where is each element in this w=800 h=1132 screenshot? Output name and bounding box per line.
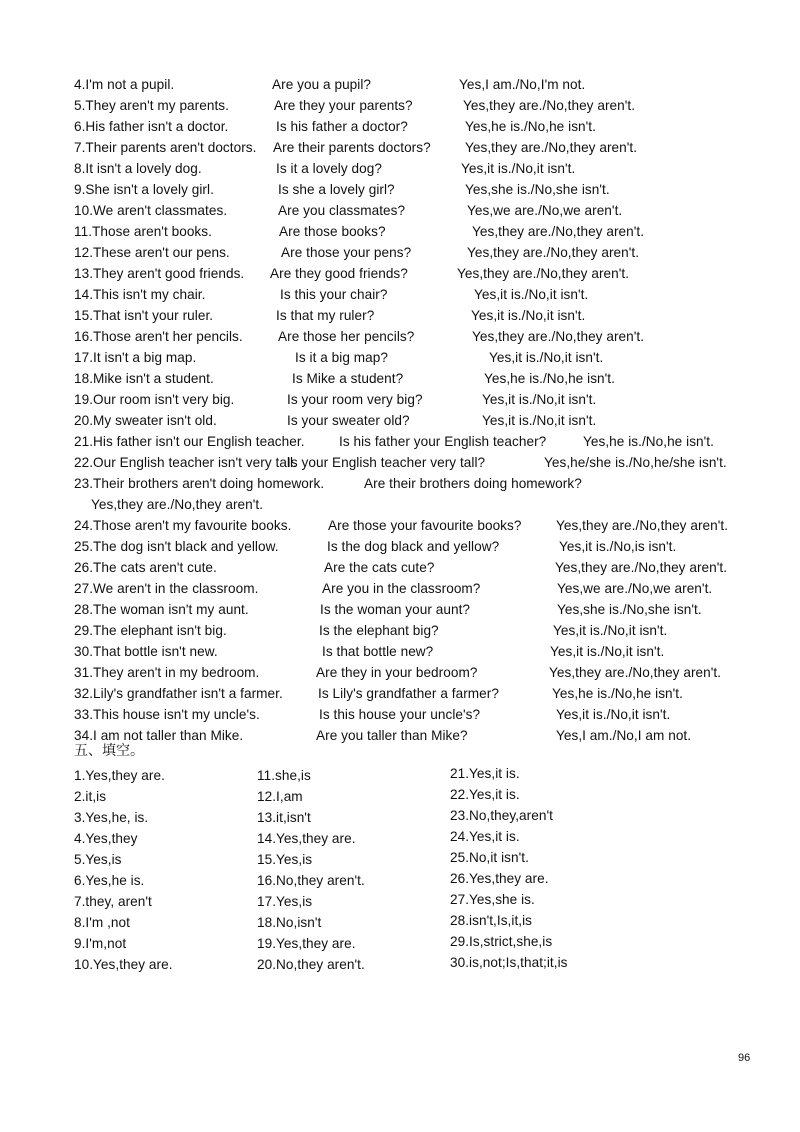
statement-text: 19.Our room isn't very big. <box>74 392 235 407</box>
answer-text: Yes,they are./No,they aren't. <box>467 245 640 260</box>
fill-blank-answer: 4.Yes,they <box>74 831 138 846</box>
fill-blank-answer: 2.it,is <box>74 789 107 804</box>
answer-text: Yes,it is./No,it isn't. <box>461 161 576 176</box>
statement-text: 18.Mike isn't a student. <box>74 371 214 386</box>
answer-text: Yes,they are./No,they aren't. <box>555 560 728 575</box>
fill-blank-answer: 23.No,they,aren't <box>450 808 553 823</box>
question-text: Are those her pencils? <box>278 329 415 344</box>
statement-text: 21.His father isn't our English teacher. <box>74 434 305 449</box>
statement-text: 33.This house isn't my uncle's. <box>74 707 260 722</box>
statement-text: 17.It isn't a big map. <box>74 350 197 365</box>
statement-text: 12.These aren't our pens. <box>74 245 230 260</box>
question-text: Are you in the classroom? <box>322 581 481 596</box>
answer-text: Yes,she is./No,she isn't. <box>465 182 610 197</box>
question-text: Is his father your English teacher? <box>339 434 547 449</box>
question-text: Is your room very big? <box>287 392 423 407</box>
statement-text: 22.Our English teacher isn't very tall. <box>74 455 297 470</box>
statement-text: 7.Their parents aren't doctors. <box>74 140 257 155</box>
fill-blank-answer: 26.Yes,they are. <box>450 871 549 886</box>
answer-text: Yes,it is./No,is isn't. <box>559 539 677 554</box>
answer-text: Yes,it is./No,it isn't. <box>482 392 597 407</box>
answer-text: Yes,they are./No,they aren't. <box>457 266 630 281</box>
answer-text: Yes,it is./No,it isn't. <box>471 308 586 323</box>
fill-blank-answer: 27.Yes,she is. <box>450 892 535 907</box>
statement-text: 15.That isn't your ruler. <box>74 308 214 323</box>
question-text: Is Mike a student? <box>292 371 404 386</box>
fill-blank-answer: 3.Yes,he, is. <box>74 810 149 825</box>
fill-blank-answer: 8.I'm ,not <box>74 915 130 930</box>
statement-text: 24.Those aren't my favourite books. <box>74 518 292 533</box>
fill-blank-answer: 29.Is,strict,she,is <box>450 934 553 949</box>
answer-text: Yes,I am./No,I'm not. <box>459 77 586 92</box>
statement-text: 31.They aren't in my bedroom. <box>74 665 260 680</box>
question-text: Is she a lovely girl? <box>278 182 395 197</box>
answer-text: Yes,he/she is./No,he/she isn't. <box>544 455 727 470</box>
statement-text: 23.Their brothers aren't doing homework. <box>74 476 325 491</box>
fill-blank-answer: 15.Yes,is <box>257 852 313 867</box>
answer-text: Yes,I am./No,I am not. <box>556 728 692 743</box>
fill-blank-answer: 13.it,isn't <box>257 810 311 825</box>
statement-text: 34.I am not taller than Mike. <box>74 728 244 743</box>
question-text: Are their brothers doing homework? <box>364 476 582 491</box>
answer-text: Yes,it is./No,it isn't. <box>556 707 671 722</box>
statement-text: 25.The dog isn't black and yellow. <box>74 539 279 554</box>
fill-blank-answer: 11.she,is <box>257 768 311 783</box>
fill-blank-answer: 25.No,it isn't. <box>450 850 529 865</box>
answer-text: Yes,it is./No,it isn't. <box>553 623 668 638</box>
statement-text: 20.My sweater isn't old. <box>74 413 217 428</box>
question-text: Is the elephant big? <box>319 623 439 638</box>
question-text: Are they good friends? <box>270 266 408 281</box>
answer-text: Yes,they are./No,they aren't. <box>472 224 645 239</box>
page-number: 96 <box>738 1052 751 1064</box>
question-text: Are you classmates? <box>278 203 406 218</box>
statement-text: 5.They aren't my parents. <box>74 98 229 113</box>
question-text: Is the woman your aunt? <box>320 602 471 617</box>
question-text: Is it a lovely dog? <box>276 161 382 176</box>
question-text: Are those books? <box>279 224 386 239</box>
question-text: Is the dog black and yellow? <box>327 539 500 554</box>
answer-text: Yes,we are./No,we aren't. <box>467 203 623 218</box>
question-text: Is that my ruler? <box>276 308 375 323</box>
answer-text: Yes,they are./No,they aren't. <box>472 329 645 344</box>
fill-blank-answer: 9.I'm,not <box>74 936 127 951</box>
statement-text: 28.The woman isn't my aunt. <box>74 602 249 617</box>
statement-text: 27.We aren't in the classroom. <box>74 581 259 596</box>
question-text: Are those your favourite books? <box>328 518 522 533</box>
fill-blank-answer: 19.Yes,they are. <box>257 936 356 951</box>
statement-text: 29.The elephant isn't big. <box>74 623 227 638</box>
fill-blank-answer: 10.Yes,they are. <box>74 957 173 972</box>
fill-blank-answer: 30.is,not;Is,that;it,is <box>450 955 568 970</box>
question-text: Are they in your bedroom? <box>316 665 478 680</box>
statement-text: 8.It isn't a lovely dog. <box>74 161 202 176</box>
question-text: Are their parents doctors? <box>273 140 431 155</box>
fill-blank-answer: 1.Yes,they are. <box>74 768 165 783</box>
fill-blank-answer: 24.Yes,it is. <box>450 829 520 844</box>
statement-text: 4.I'm not a pupil. <box>74 77 175 92</box>
answer-text: Yes,it is./No,it isn't. <box>550 644 665 659</box>
statement-text: 10.We aren't classmates. <box>74 203 228 218</box>
answer-text: Yes,they are./No,they aren't. <box>556 518 729 533</box>
question-text: Is that bottle new? <box>322 644 434 659</box>
question-text: Are those your pens? <box>281 245 412 260</box>
answer-text: Yes,she is./No,she isn't. <box>557 602 702 617</box>
fill-blank-answer: 7.they, aren't <box>74 894 152 909</box>
fill-blank-answer: 18.No,isn't <box>257 915 322 930</box>
answer-text: Yes,they are./No,they aren't. <box>463 98 636 113</box>
statement-text: 26.The cats aren't cute. <box>74 560 217 575</box>
fill-blank-answer: 22.Yes,it is. <box>450 787 520 802</box>
fill-blank-answer: 20.No,they aren't. <box>257 957 365 972</box>
answer-text: Yes,he is./No,he isn't. <box>552 686 683 701</box>
fill-blank-answer: 28.isn't,Is,it,is <box>450 913 533 928</box>
fill-blank-answer: 12.I,am <box>257 789 303 804</box>
answer-text: Yes,he is./No,he isn't. <box>465 119 596 134</box>
statement-text: 30.That bottle isn't new. <box>74 644 218 659</box>
fill-blank-answer: 14.Yes,they are. <box>257 831 356 846</box>
answer-text: Yes,they are./No,they aren't. <box>465 140 638 155</box>
question-text: Is his father a doctor? <box>276 119 408 134</box>
question-text: Are you a pupil? <box>272 77 372 92</box>
answer-text: Yes,it is./No,it isn't. <box>489 350 604 365</box>
answer-text: Yes,they are./No,they aren't. <box>549 665 722 680</box>
answer-text: Yes,it is./No,it isn't. <box>474 287 589 302</box>
question-text: Is it a big map? <box>295 350 388 365</box>
question-text: Are you taller than Mike? <box>316 728 468 743</box>
answer-text: Yes,it is./No,it isn't. <box>482 413 597 428</box>
section-title: 五、填空。 <box>74 743 144 759</box>
statement-text: 11.Those aren't books. <box>74 224 212 239</box>
statement-text: Yes,they are./No,they aren't. <box>91 497 264 512</box>
fill-blank-answer: 6.Yes,he is. <box>74 873 145 888</box>
answer-text: Yes,he is./No,he isn't. <box>484 371 615 386</box>
question-text: Is Lily's grandfather a farmer? <box>318 686 499 701</box>
statement-text: 16.Those aren't her pencils. <box>74 329 243 344</box>
question-text: Is your sweater old? <box>287 413 410 428</box>
question-text: Is this your chair? <box>280 287 388 302</box>
question-text: Is your English teacher very tall? <box>287 455 486 470</box>
statement-text: 14.This isn't my chair. <box>74 287 206 302</box>
fill-blank-answer: 16.No,they aren't. <box>257 873 365 888</box>
fill-blank-answer: 5.Yes,is <box>74 852 122 867</box>
answer-text: Yes,he is./No,he isn't. <box>583 434 714 449</box>
statement-text: 6.His father isn't a doctor. <box>74 119 229 134</box>
statement-text: 13.They aren't good friends. <box>74 266 245 281</box>
statement-text: 32.Lily's grandfather isn't a farmer. <box>74 686 283 701</box>
question-text: Is this house your uncle's? <box>319 707 481 722</box>
question-text: Are they your parents? <box>274 98 413 113</box>
statement-text: 9.She isn't a lovely girl. <box>74 182 214 197</box>
fill-blank-answer: 21.Yes,it is. <box>450 766 520 781</box>
answer-text: Yes,we are./No,we aren't. <box>557 581 713 596</box>
question-text: Are the cats cute? <box>324 560 435 575</box>
fill-blank-answer: 17.Yes,is <box>257 894 313 909</box>
